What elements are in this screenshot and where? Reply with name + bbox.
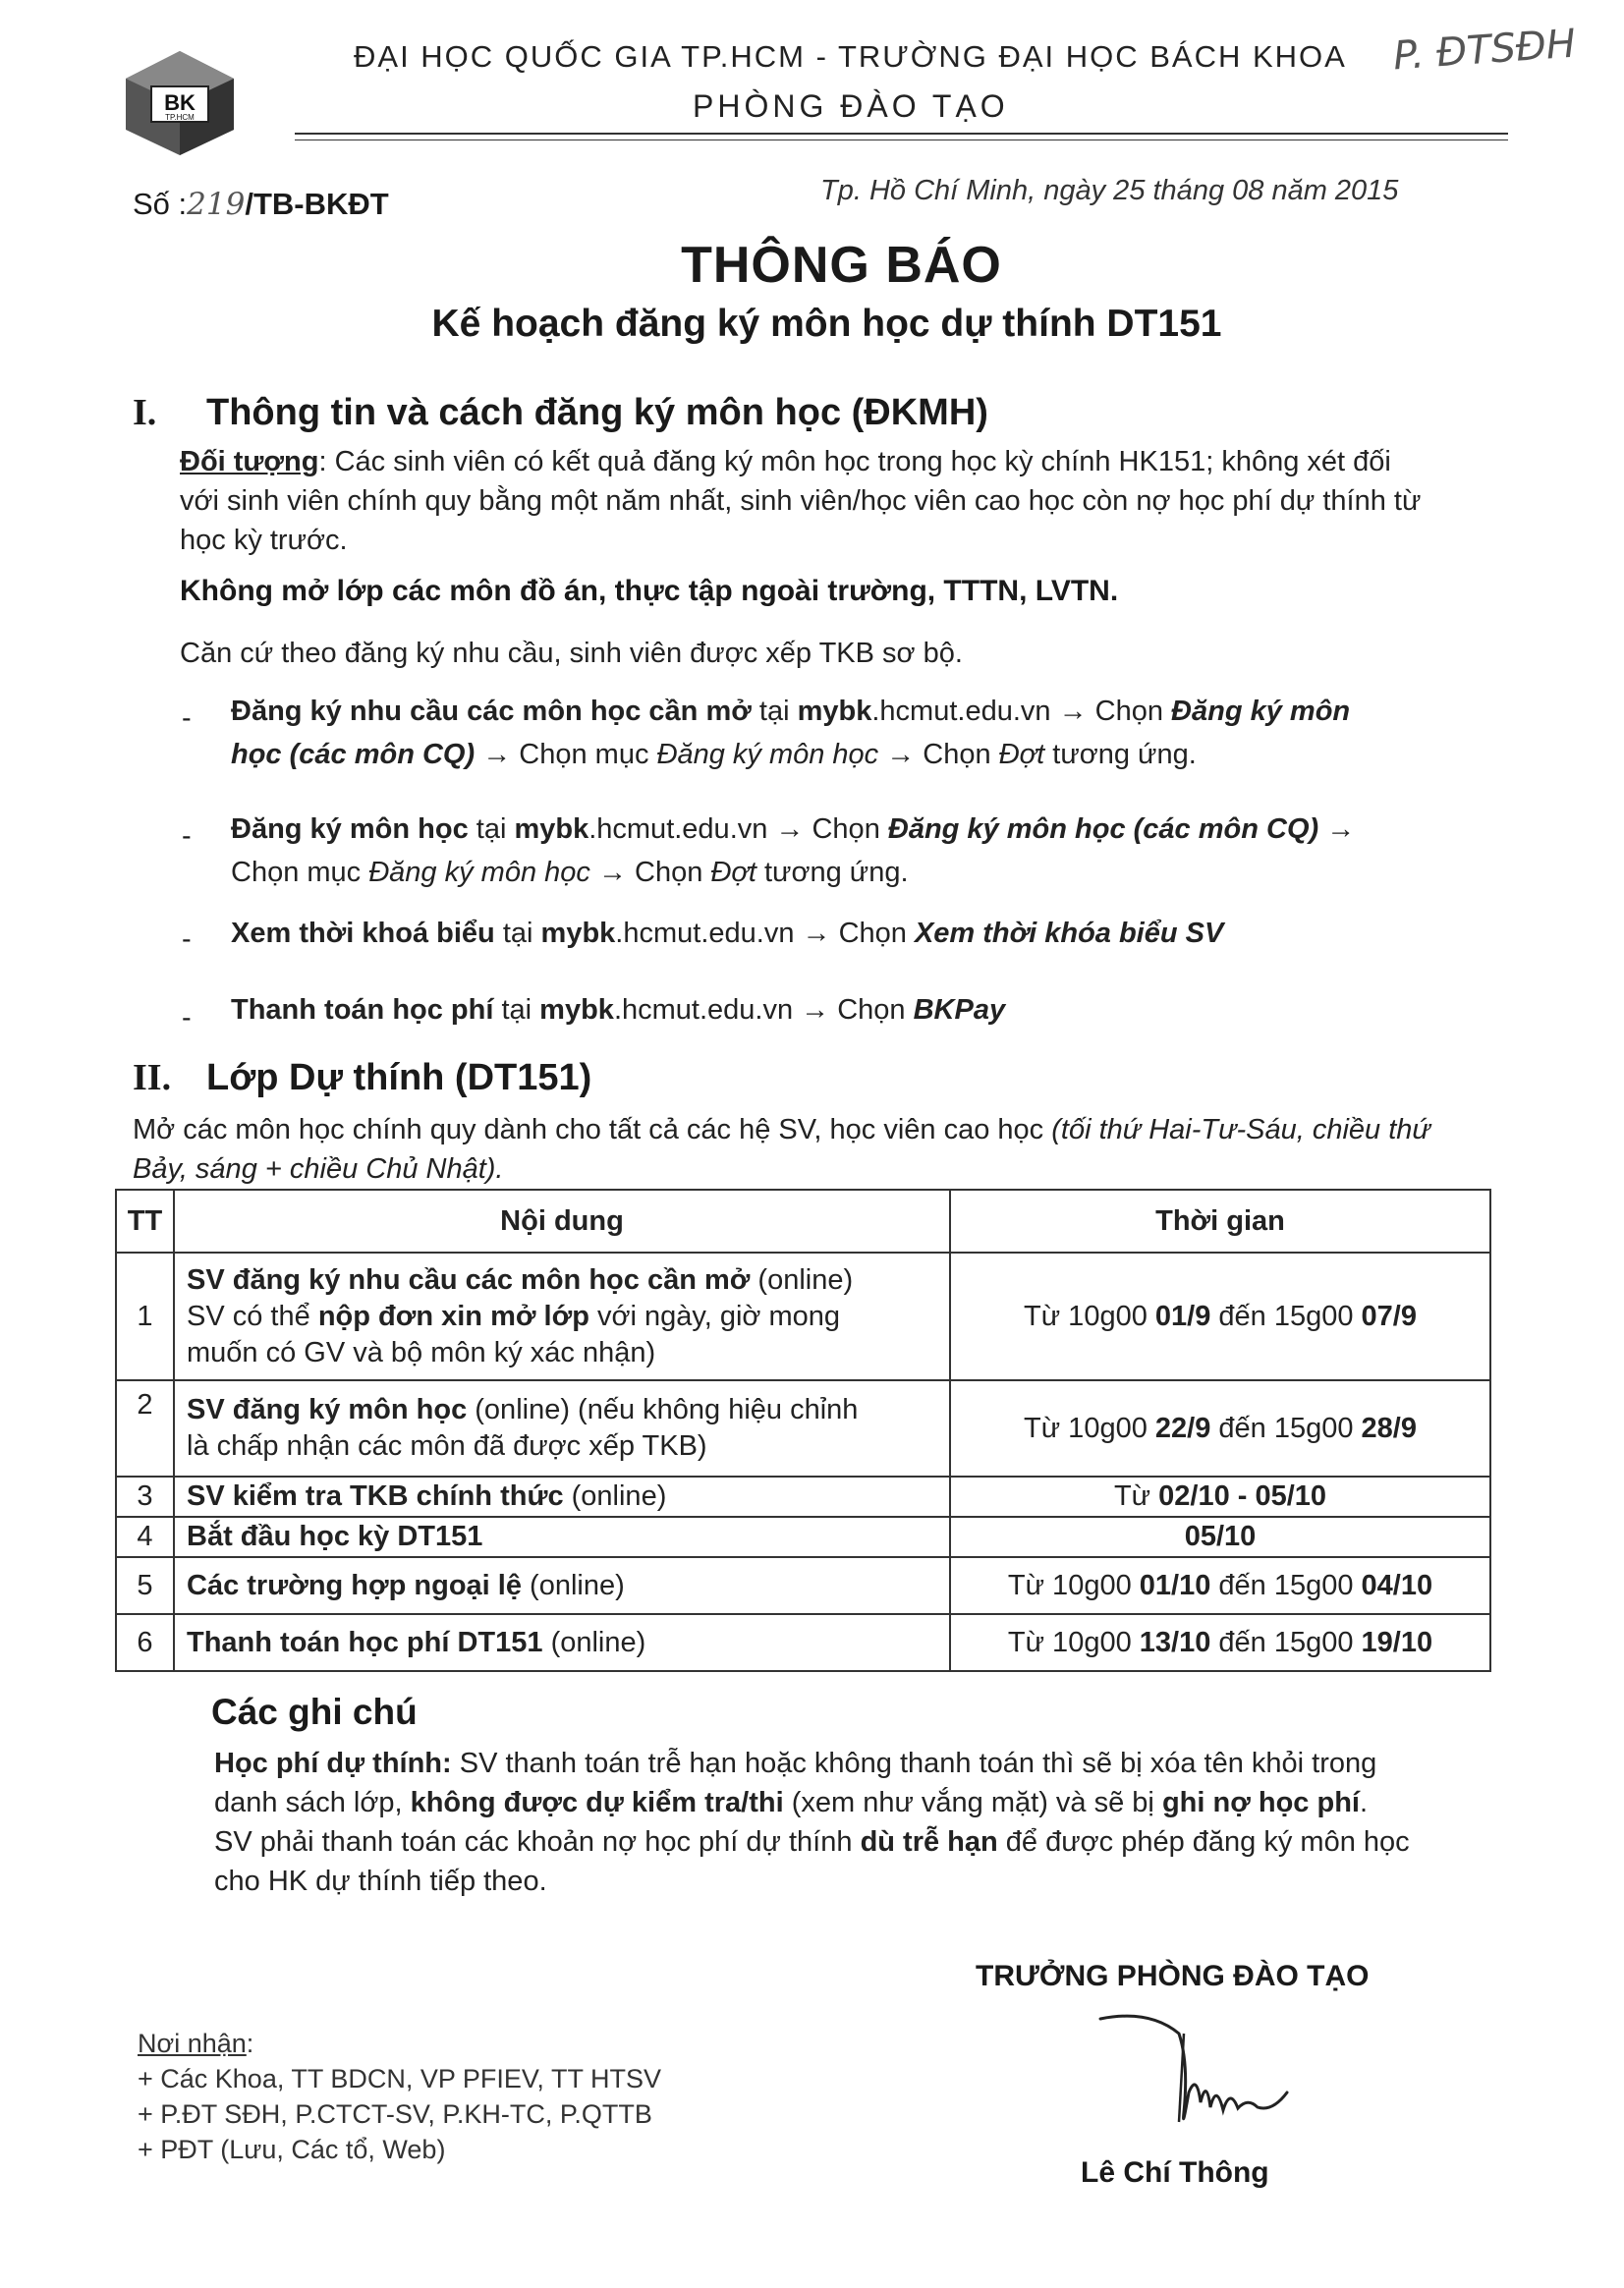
table-row: 6 Thanh toán học phí DT151 (online) Từ 10g00 13/10 đến 15g00 19/10 bbox=[116, 1614, 1490, 1671]
bullet-dash: - bbox=[182, 923, 192, 955]
list-item: + P.ĐT SĐH, P.CTCT-SV, P.KH-TC, P.QTTB bbox=[138, 2099, 652, 2129]
bullet-pay-fee: Thanh toán học phí tại mybk.hcmut.edu.vn → Chọn BKPay bbox=[231, 994, 1006, 1026]
issue-date: Tp. Hồ Chí Minh, ngày 25 tháng 08 năm 2015 bbox=[820, 175, 1399, 206]
section-1-heading: I. Thông tin và cách đăng ký môn học (ĐKMH) bbox=[133, 392, 988, 433]
list-item: + Các Khoa, TT BDCN, VP PFIEV, TT HTSV bbox=[138, 2064, 661, 2093]
bullet-register-course: Đăng ký môn học tại mybk.hcmut.edu.vn → Chọn Đăng ký môn học (các môn CQ) → Chọn mục Đăng ký môn học → Chọn Đợt tương ứng. bbox=[231, 813, 1356, 888]
table-row: 5 Các trường hợp ngoại lệ (online) Từ 10g00 01/10 đến 15g00 04/10 bbox=[116, 1557, 1490, 1614]
table-row: 4 Bắt đầu học kỳ DT151 05/10 bbox=[116, 1517, 1490, 1557]
logo-text: BK bbox=[164, 90, 196, 115]
notes-heading: Các ghi chú bbox=[211, 1692, 418, 1732]
document-title: THÔNG BÁO bbox=[681, 237, 1002, 294]
target-audience: Đối tượng: Các sinh viên có kết quả đăng ký môn học trong học kỳ chính HK151; không xét đối với sinh viên chính quy bằng một năm nhất, sinh viên/học viên cao học còn nợ học phí dự thính từ học kỳ trước. bbox=[180, 446, 1422, 556]
signature-title: TRƯỞNG PHÒNG ĐÀO TẠO bbox=[976, 1960, 1370, 1992]
bullet-register-demand: Đăng ký nhu cầu các môn học cần mở tại mybk.hcmut.edu.vn → Chọn Đăng ký môn học (các môn CQ) → Chọn mục Đăng ký môn học → Chọn Đợt tương ứng. bbox=[231, 696, 1351, 770]
table-row: 2 SV đăng ký môn học (online) (nếu không hiệu chỉnh là chấp nhận các môn đã được xếp TKB) Từ 10g00 22/9 đến 15g00 28/9 bbox=[116, 1380, 1490, 1477]
no-class-notice: Không mở lớp các môn đồ án, thực tập ngoài trường, TTTN, LVTN. bbox=[180, 575, 1119, 607]
bullet-dash: - bbox=[182, 820, 192, 852]
table-row: 3 SV kiểm tra TKB chính thức (online) Từ 02/10 - 05/10 bbox=[116, 1477, 1490, 1517]
signatory-name: Lê Chí Thông bbox=[1081, 2156, 1269, 2189]
header-rule bbox=[295, 133, 1508, 135]
document-subtitle: Kế hoạch đăng ký môn học dự thính DT151 bbox=[431, 303, 1222, 345]
schedule-table bbox=[115, 1189, 1491, 1672]
header-noi-dung: Nội dung bbox=[174, 1190, 950, 1253]
handwritten-stamp: P. ĐTSĐH bbox=[1391, 21, 1578, 80]
bullet-dash: - bbox=[182, 1002, 192, 1033]
recipients: Nơi nhận: + Các Khoa, TT BDCN, VP PFIEV, TT HTSV + P.ĐT SĐH, P.CTCT-SV, P.KH-TC, P.QTTB + PĐT (Lưu, Các tổ, Web) bbox=[138, 2026, 661, 2167]
logo-subtext: TP.HCM bbox=[165, 113, 195, 122]
university-logo bbox=[116, 49, 244, 157]
header-thoi-gian: Thời gian bbox=[950, 1190, 1490, 1253]
section-2-intro: Mở các môn học chính quy dành cho tất cả các hệ SV, học viên cao học (tối thứ Hai-Tư-Sáu, chiều thứ Bảy, sáng + chiều Chủ Nhật). bbox=[133, 1114, 1430, 1185]
notes-paragraph: Học phí dự thính: SV thanh toán trễ hạn hoặc không thanh toán thì sẽ bị xóa tên khỏi trong danh sách lớp, không được dự kiểm tra/thi (xem như vắng mặt) và sẽ bị ghi nợ học phí. SV phải thanh toán các khoản nợ học phí dự thính dù trễ hạn để được phép đăng ký môn học cho HK dự thính tiếp theo. bbox=[214, 1748, 1410, 1897]
list-item: + PĐT (Lưu, Các tổ, Web) bbox=[138, 2135, 446, 2164]
bullet-dash: - bbox=[182, 702, 192, 734]
document-number-handwritten: 219 bbox=[187, 187, 246, 222]
section-2-heading: II. Lớp Dự thính (DT151) bbox=[133, 1057, 592, 1098]
bullet-view-timetable: Xem thời khoá biểu tại mybk.hcmut.edu.vn → Chọn Xem thời khóa biểu SV bbox=[231, 918, 1224, 949]
table-row: 1 SV đăng ký nhu cầu các môn học cần mở (online) SV có thể nộp đơn xin mở lớp với ngày, giờ mong muốn có GV và bộ môn ký xác nhận) Từ 10g00 01/9 đến 15g00 07/9 bbox=[116, 1253, 1490, 1380]
table-header-row bbox=[116, 1190, 1490, 1253]
header-tt: TT bbox=[116, 1190, 174, 1253]
document-number: Số :219/TB-BKĐT bbox=[133, 187, 389, 222]
handwritten-signature bbox=[1091, 2004, 1346, 2151]
university-line: ĐẠI HỌC QUỐC GIA TP.HCM - TRƯỜNG ĐẠI HỌC BÁCH KHOA bbox=[354, 39, 1347, 74]
office-line: PHÒNG ĐÀO TẠO bbox=[693, 88, 1009, 124]
schedule-basis: Căn cứ theo đăng ký nhu cầu, sinh viên được xếp TKB sơ bộ. bbox=[180, 638, 963, 669]
